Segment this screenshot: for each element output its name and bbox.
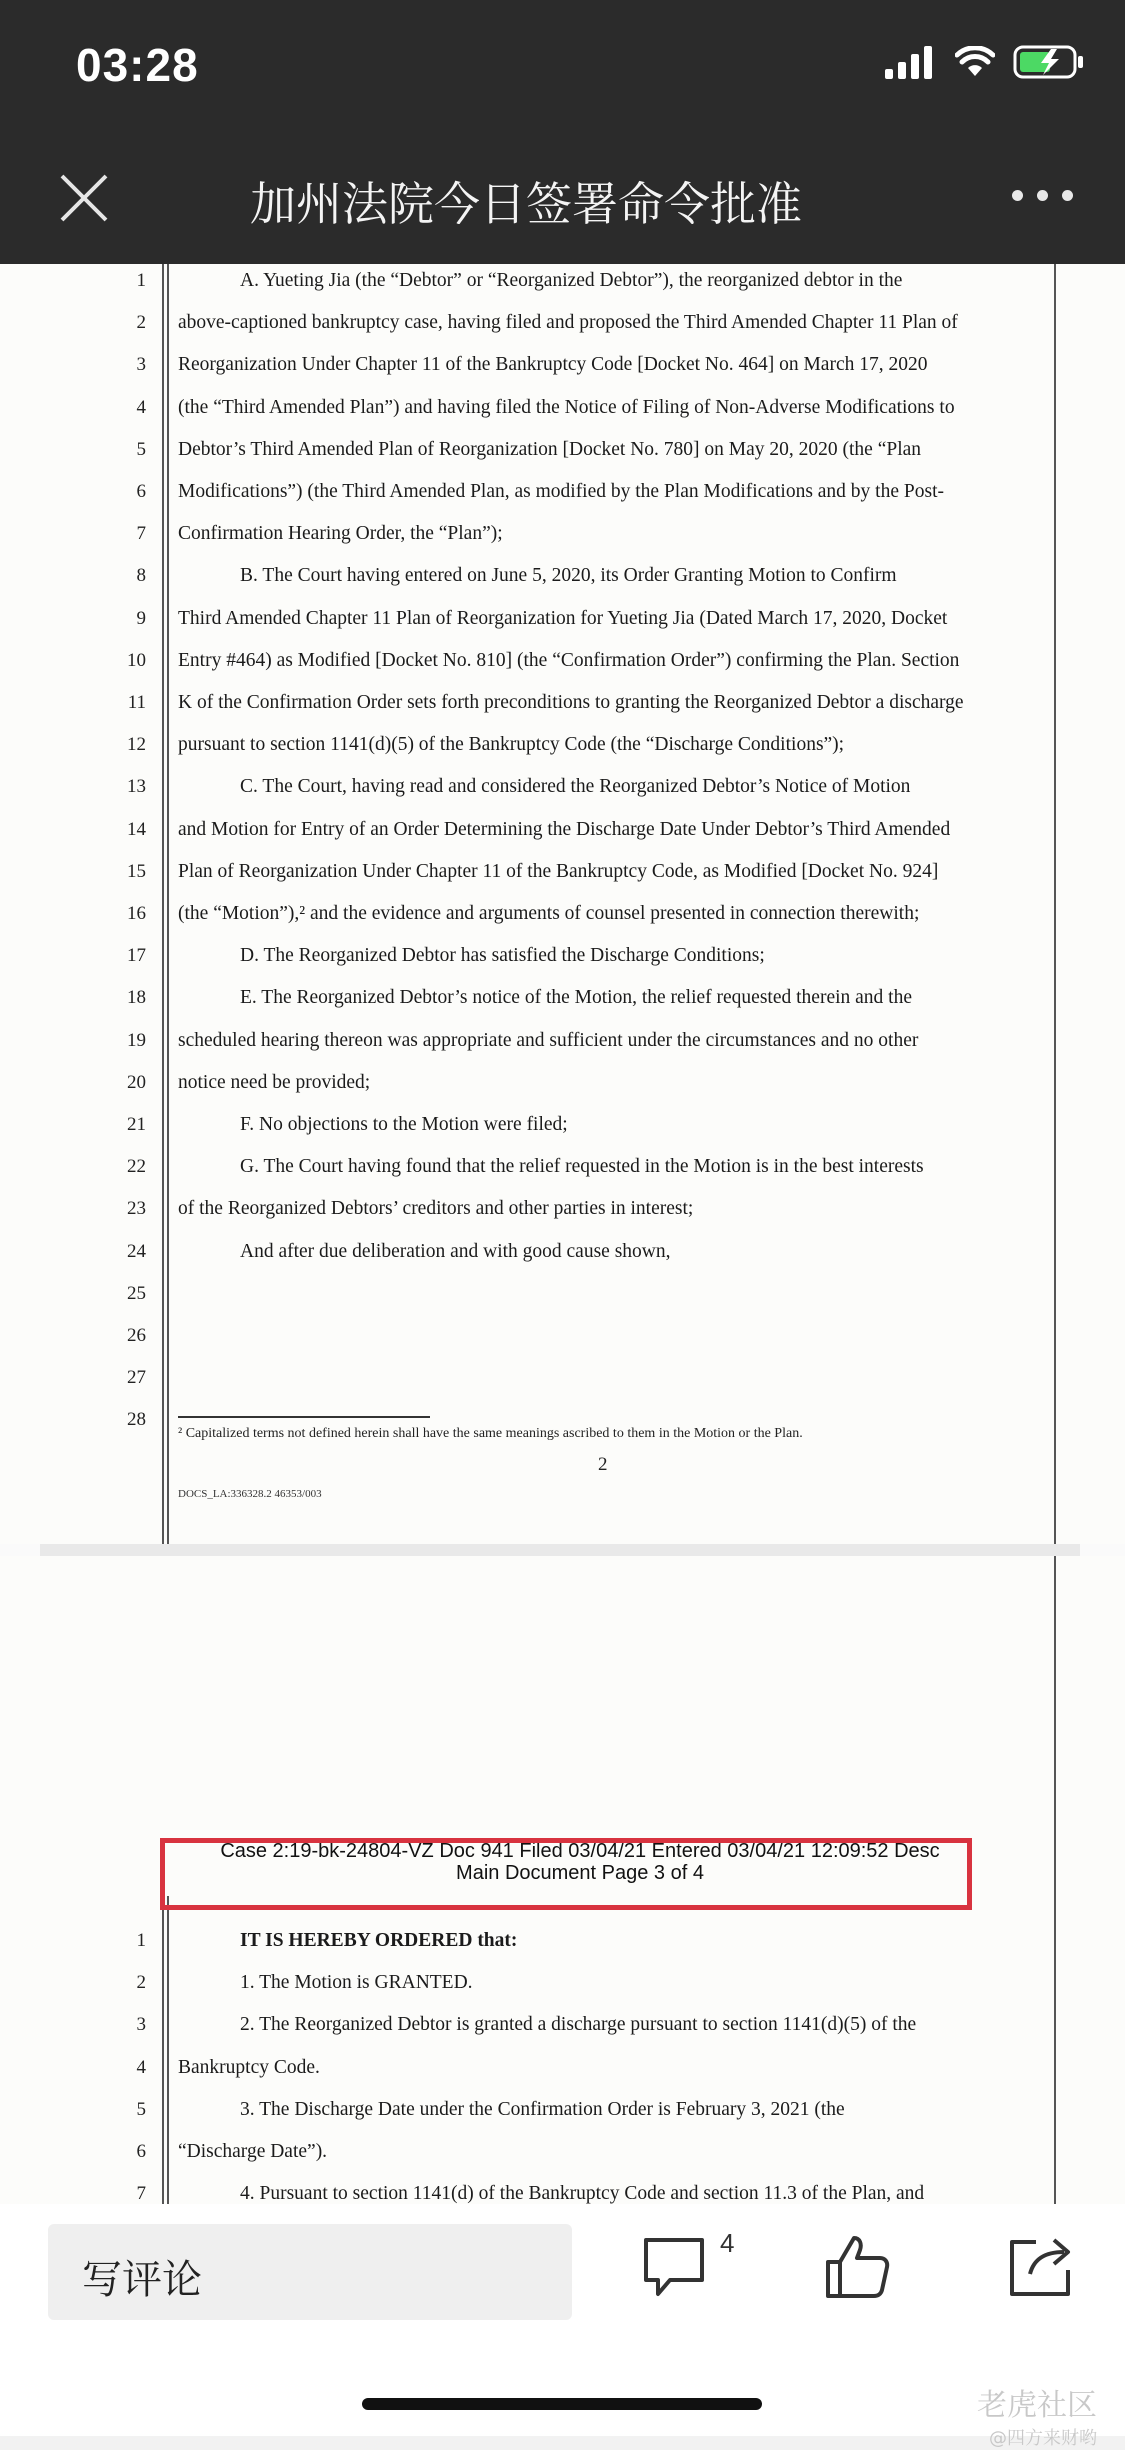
line-number: 10 bbox=[127, 649, 146, 671]
line-number: 22 bbox=[127, 1156, 146, 1178]
document-line: 2. The Reorganized Debtor is granted a discharge pursuant to section 1141(d)(5) of the bbox=[240, 2014, 917, 2036]
document-line: “Discharge Date”). bbox=[178, 2141, 328, 2162]
document-line: 4. Pursuant to section 1141(d) of the Bankruptcy Code and section 11.3 of the Plan, and bbox=[240, 2183, 925, 2204]
highlight-box bbox=[160, 1838, 972, 1910]
document-line: K of the Confirmation Order sets forth preconditions to granting the Reorganized Debtor a discharge bbox=[178, 692, 964, 713]
watermark-handle: @四方来财哟 bbox=[989, 2428, 1097, 2449]
line-number: 2 bbox=[136, 1972, 146, 1994]
like-icon[interactable] bbox=[822, 2232, 892, 2300]
document-line: of the Reorganized Debtors’ creditors and other parties in interest; bbox=[178, 1198, 694, 1220]
top-bar bbox=[0, 0, 1125, 264]
comment-placeholder: 写评论 bbox=[82, 2257, 202, 2303]
document-line: A. Yueting Jia (the “Debtor” or “Reorganized Debtor”), the reorganized debtor in the bbox=[240, 270, 903, 291]
document-id: DOCS_LA:336328.2 46353/003 bbox=[178, 1488, 322, 1500]
document-line: notice need be provided; bbox=[178, 1071, 371, 1093]
right-margin-rule bbox=[1054, 264, 1056, 1544]
page-number: 2 bbox=[598, 1454, 608, 1475]
page-separator bbox=[40, 1544, 1080, 1556]
document-line: Third Amended Chapter 11 Plan of Reorganization for Yueting Jia (Dated March 17, 2020, Docket bbox=[178, 607, 948, 629]
comment-icon[interactable] bbox=[640, 2234, 708, 2300]
document-viewer[interactable] bbox=[0, 264, 1125, 2204]
left-margin-rule bbox=[162, 1896, 164, 2204]
case-header-line1: Case 2:19-bk-24804-VZ Doc 941 Filed 03/04/21 Entered 03/04/21 12:09:52 Desc bbox=[220, 1840, 940, 1862]
line-number: 6 bbox=[136, 2141, 146, 2162]
dot-icon bbox=[1062, 190, 1073, 201]
left-margin-rule bbox=[162, 264, 164, 1544]
document-line: Confirmation Hearing Order, the “Plan”); bbox=[178, 523, 503, 545]
dot-icon bbox=[1037, 190, 1048, 201]
nav-row bbox=[0, 150, 1125, 250]
document-line: and Motion for Entry of an Order Determining the Discharge Date Under Debtor’s Third Amended bbox=[178, 818, 951, 840]
page-title: 加州法院今日签署命令批准 bbox=[250, 177, 802, 231]
line-number: 14 bbox=[127, 818, 146, 840]
line-number: 19 bbox=[127, 1029, 146, 1051]
document-line: above-captioned bankruptcy case, having filed and proposed the Third Amended Chapter 11 Plan of bbox=[178, 312, 958, 334]
document-line: (the “Third Amended Plan”) and having filed the Notice of Filing of Non-Adverse Modifications to bbox=[178, 396, 955, 418]
line-number: 7 bbox=[136, 2183, 146, 2204]
line-number: 9 bbox=[136, 607, 146, 629]
line-number: 24 bbox=[127, 1240, 146, 1262]
line-number: 11 bbox=[127, 692, 146, 713]
document-line: B. The Court having entered on June 5, 2020, its Order Granting Motion to Confirm bbox=[240, 565, 897, 587]
document-line: Debtor’s Third Amended Plan of Reorganization [Docket No. 780] on May 20, 2020 (the “Plan bbox=[178, 438, 922, 460]
wifi-icon bbox=[955, 46, 995, 78]
home-indicator bbox=[362, 2398, 762, 2410]
line-number: 3 bbox=[136, 354, 146, 376]
status-icons bbox=[885, 44, 1085, 80]
line-number: 12 bbox=[127, 734, 146, 756]
line-number: 16 bbox=[127, 903, 146, 924]
left-margin-rule bbox=[167, 264, 169, 1544]
line-number: 2 bbox=[136, 312, 146, 334]
line-number: 26 bbox=[127, 1325, 146, 1346]
line-number: 4 bbox=[136, 2056, 146, 2078]
line-number: 25 bbox=[127, 1282, 146, 1304]
watermark bbox=[977, 2380, 1097, 2450]
line-number: 5 bbox=[136, 2098, 146, 2120]
line-number: 23 bbox=[127, 1198, 146, 1220]
document-line: 3. The Discharge Date under the Confirmation Order is February 3, 2021 (the bbox=[240, 2098, 845, 2120]
footnote: ² Capitalized terms not defined herein shall have the same meanings ascribed to them in the Motion or the Plan. bbox=[178, 1426, 803, 1441]
watermark-title: 老虎社区 bbox=[977, 2388, 1097, 2423]
document-line: Plan of Reorganization Under Chapter 11 of the Bankruptcy Code, as Modified [Docket No. 924] bbox=[178, 860, 939, 882]
share-icon[interactable] bbox=[1006, 2232, 1076, 2300]
close-icon[interactable] bbox=[56, 170, 112, 226]
document-line: E. The Reorganized Debtor’s notice of the Motion, the relief requested therein and the bbox=[240, 987, 912, 1009]
dot-icon bbox=[1012, 190, 1023, 201]
document-page-2 bbox=[0, 264, 1125, 1544]
document-line: Bankruptcy Code. bbox=[178, 2056, 320, 2078]
line-number: 1 bbox=[136, 270, 146, 291]
document-line: scheduled hearing thereon was appropriate and sufficient under the circumstances and no other bbox=[178, 1029, 919, 1051]
document-line: Modifications”) (the Third Amended Plan, as modified by the Plan Modifications and by the Post- bbox=[178, 481, 944, 502]
left-margin-rule bbox=[167, 1896, 169, 2204]
document-line: Reorganization Under Chapter 11 of the Bankruptcy Code [Docket No. 464] on March 17, 2020 bbox=[178, 354, 928, 376]
document-line: D. The Reorganized Debtor has satisfied the Discharge Conditions; bbox=[240, 945, 765, 967]
signal-icon bbox=[885, 45, 937, 79]
line-number: 1 bbox=[136, 1930, 146, 1951]
line-number: 28 bbox=[127, 1409, 146, 1431]
line-number: 15 bbox=[127, 860, 146, 882]
document-line: Entry #464) as Modified [Docket No. 810] (the “Confirmation Order”) confirming the Plan. Section bbox=[178, 649, 960, 671]
case-header-line2: Main Document Page 3 of 4 bbox=[456, 1862, 704, 1884]
line-number: 20 bbox=[127, 1071, 146, 1093]
document-line: And after due deliberation and with good cause shown, bbox=[240, 1240, 671, 1262]
line-number: 27 bbox=[127, 1367, 146, 1389]
line-number: 7 bbox=[136, 523, 146, 545]
battery-charging-icon bbox=[1013, 44, 1085, 80]
document-line: G. The Court having found that the relief requested in the Motion is in the best interests bbox=[240, 1156, 924, 1178]
write-comment-input[interactable] bbox=[48, 2224, 572, 2320]
line-number: 21 bbox=[127, 1114, 146, 1135]
line-number: 3 bbox=[136, 2014, 146, 2036]
line-number: 18 bbox=[127, 987, 146, 1009]
document-line: pursuant to section 1141(d)(5) of the Bankruptcy Code (the “Discharge Conditions”); bbox=[178, 734, 845, 756]
line-number: 13 bbox=[127, 776, 146, 798]
document-line: 1. The Motion is GRANTED. bbox=[240, 1972, 473, 1994]
comment-count: 4 bbox=[720, 2228, 735, 2258]
document-line: IT IS HEREBY ORDERED that: bbox=[240, 1930, 518, 1951]
document-line: F. No objections to the Motion were filed; bbox=[240, 1114, 568, 1135]
line-number: 8 bbox=[136, 565, 146, 587]
footnote-rule bbox=[178, 1416, 430, 1418]
line-number: 6 bbox=[136, 481, 146, 502]
document-line: (the “Motion”),² and the evidence and arguments of counsel presented in connection therewith; bbox=[178, 903, 920, 924]
more-options-button[interactable] bbox=[1012, 190, 1073, 201]
status-time: 03:28 bbox=[76, 39, 199, 91]
document-line: C. The Court, having read and considered the Reorganized Debtor’s Notice of Motion bbox=[240, 776, 911, 798]
line-number: 4 bbox=[136, 396, 146, 418]
line-number: 17 bbox=[127, 945, 146, 967]
line-number: 5 bbox=[136, 438, 146, 460]
